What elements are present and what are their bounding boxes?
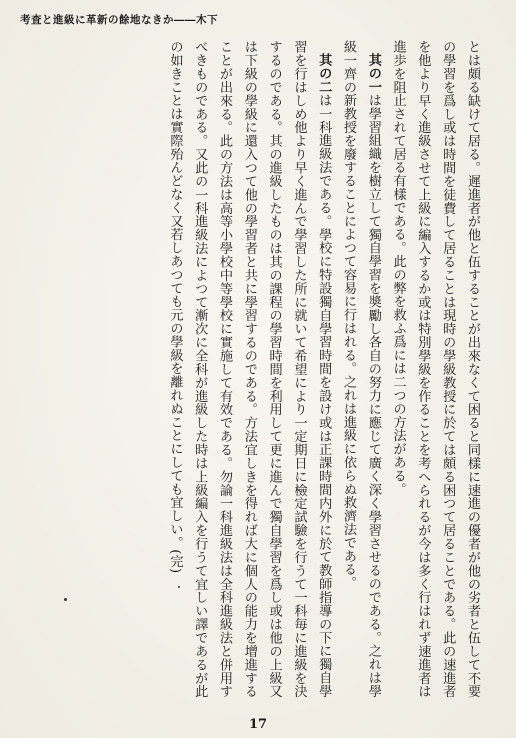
paragraph-lead: 其の二: [316, 53, 332, 94]
paragraph: [162, 40, 336, 698]
body-text: [36, 40, 484, 698]
paragraph-text: は學習組織を樹立して獨自學習を奬勵し各自の努力に應じて廣く深く學習させるのである。之れは學級一齊の新教授を廢することによつて容易に行はれる。之れは進級に依らぬ救濟法である。: [341, 40, 381, 698]
paragraph-text: は一科進級法である。學校に特設獨自學習時間を設け或は正課時間内外に於て教師指導の下に獨自學習を行はしめ他より早く進んで學習した所に就いて希望により一定期日に檢定試驗を行うて一科毎に進級を決するのである。其の進級したものは其の課程の學習時間を利用して更に進んで獨自學習を爲し或は他の上級又は下級の學級に還入つて他の學習者と共に學習するのである。方法宜しきを得れば大に個人の能力を增進することが出來る。此の方法は高等小學校中等學校に實施して有效である。勿論一科進級法は全科進級法と併用すべきものである。又此の一科進級法によつて漸次に全科が進級した時は上級編入を行うて宜しい譯であるが此の如きことは實際殆んどなく又若しあつても元の學級を離れぬことにしても宜しい。(完): [167, 40, 332, 698]
paragraph: [335, 40, 385, 698]
paragraph: [385, 40, 484, 698]
print-speck: [64, 598, 67, 601]
paragraph-lead: 其の一: [365, 53, 381, 94]
running-head: 考査と進級に革新の餘地なきか――木下: [20, 14, 218, 26]
print-speck: [178, 586, 180, 588]
page-number: 17: [248, 717, 268, 732]
paragraph-text: とは頗る缺けて居る。遲進者が他と伍することが出來なくて困ると同樣に速進の優者が他の劣者と伍して不要の學習を爲し或は時間を徒費して居ることは現時の學級教授に於ては頗る困つて居ることである。此の速進者を他より早く進級させて上級に編入するか或は特別學級を作ることを考へられるが今は多く行はれず速進者は進歩を阻止されて居る有樣である。此の弊を救ふ爲には二つの方法がある。: [390, 40, 480, 698]
